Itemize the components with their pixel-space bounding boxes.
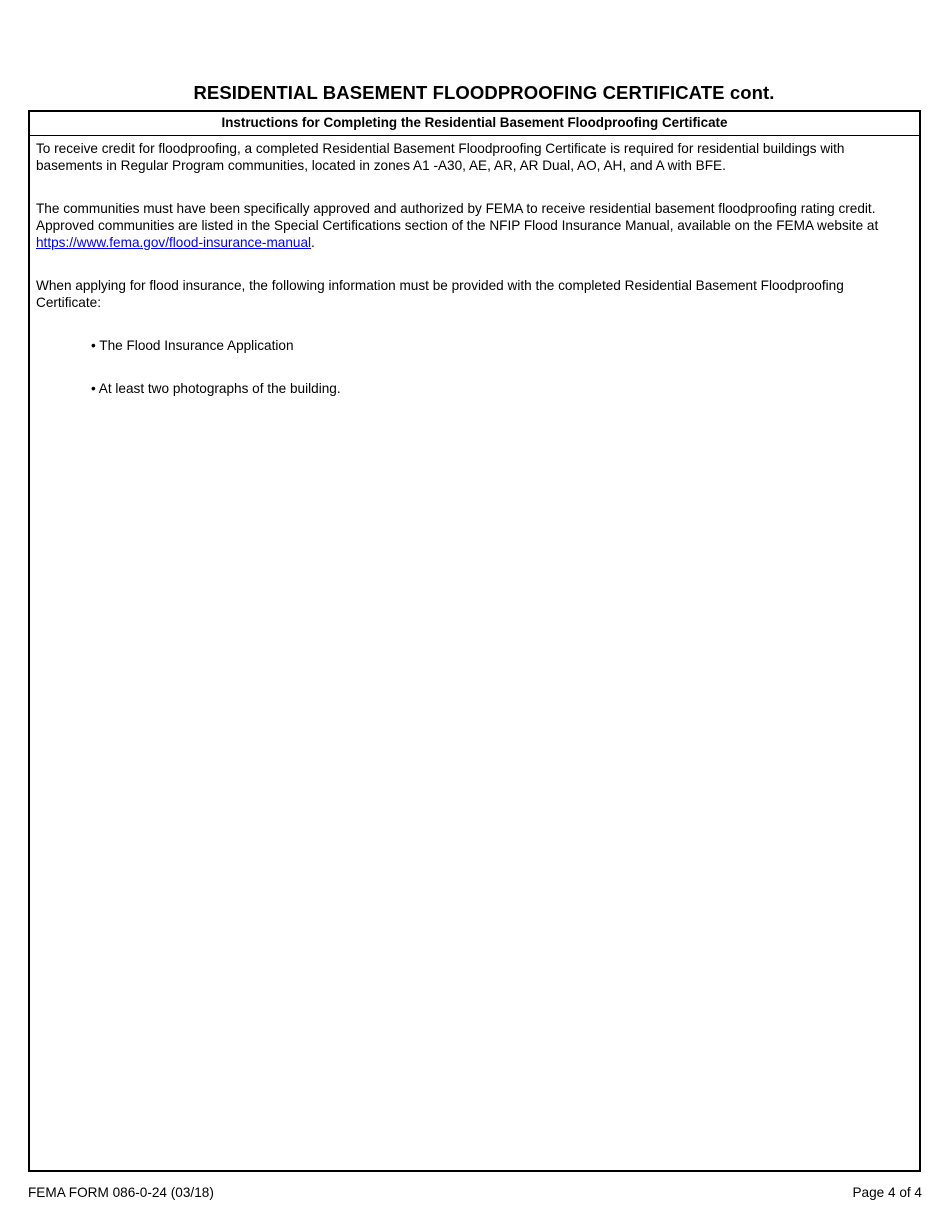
flood-insurance-manual-link[interactable]: https://www.fema.gov/flood-insurance-manual: [36, 235, 312, 250]
section-header: Instructions for Completing the Residential Basement Floodproofing Certificate: [30, 112, 919, 136]
required-items-list: [36, 337, 911, 397]
paragraph-approved-communities: [36, 200, 911, 251]
page-number: Page 4 of 4: [852, 1185, 922, 1200]
instructions-box: [28, 110, 921, 1172]
instructions-content: [30, 136, 919, 397]
page-title: RESIDENTIAL BASEMENT FLOODPROOFING CERTIFICATE cont.: [193, 82, 775, 103]
paragraph-period: .: [311, 235, 315, 250]
paragraph-credit-requirement: To receive credit for floodproofing, a completed Residential Basement Floodproofing Certificate is required for residential buildings with basements in Regular Program communities, located in zones A1 -A30, AE, AR, AR Dual, AO, AH, and A with BFE.: [36, 141, 845, 173]
paragraph-required-information: When applying for flood insurance, the following information must be provided with the completed Residential Basement Floodproofing Certificate:: [36, 278, 844, 310]
list-item: • At least two photographs of the building.: [91, 381, 341, 396]
paragraph-approved-communities-text: The communities must have been specifically approved and authorized by FEMA to receive residential basement floodproofing rating credit. Approved communities are listed in the Special Certifications section of the NFIP Flood Insurance Manual, available on the FEMA website at: [36, 201, 879, 233]
form-number: FEMA FORM 086-0-24 (03/18): [28, 1185, 214, 1200]
list-item: • The Flood Insurance Application: [91, 338, 294, 353]
